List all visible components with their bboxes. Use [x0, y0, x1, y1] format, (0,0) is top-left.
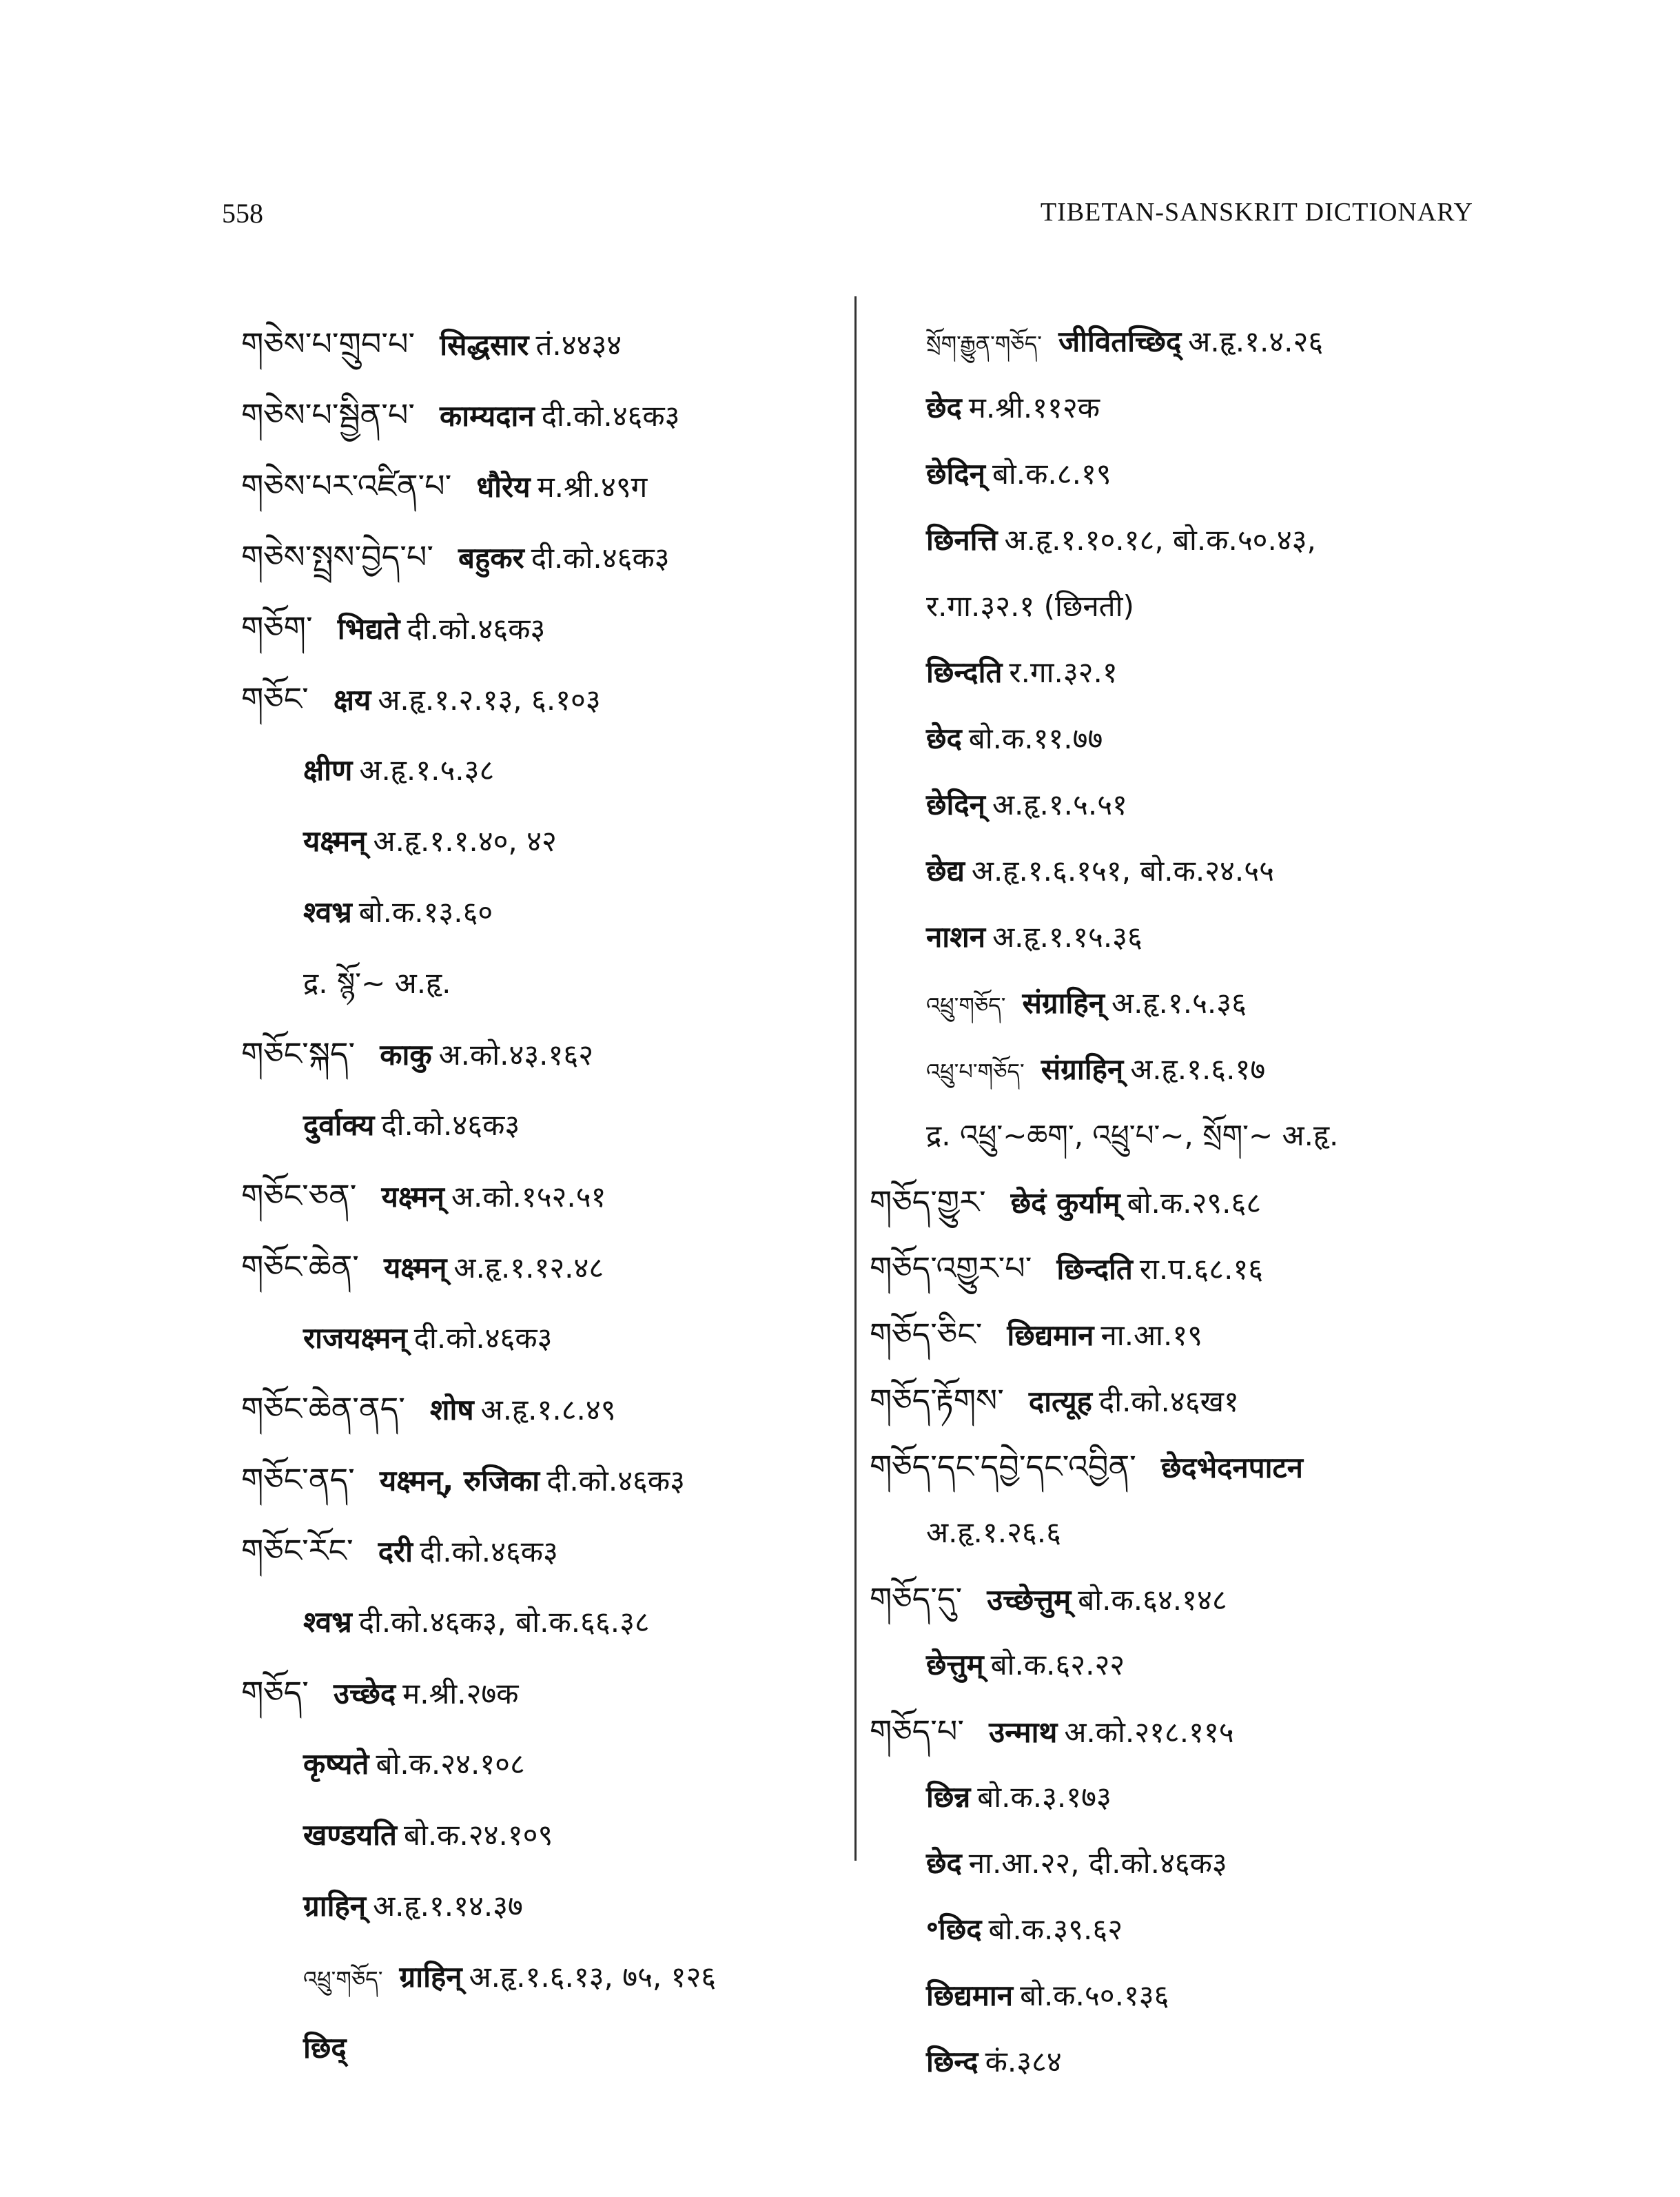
dictionary-entry — [870, 1169, 1476, 1235]
dictionary-entry — [870, 772, 1476, 838]
sanskrit-equivalent: ग्राहिन् — [303, 1889, 367, 1923]
dictionary-entry — [241, 2012, 841, 2083]
tibetan-headword: གཅོད་ — [241, 1674, 309, 1711]
sanskrit-equivalent: छिनत्ति — [926, 523, 998, 557]
dictionary-entry — [241, 1019, 841, 1090]
dictionary-entry — [241, 522, 841, 593]
source-reference: अ.हृ.१.१०.१८, बो.क.५०.४३, — [1004, 523, 1316, 557]
tibetan-headword: གཅོད་ཅིང་ — [870, 1316, 983, 1353]
sanskrit-equivalent: ॰छिद — [926, 1912, 982, 1946]
source-reference: अ.हृ.१.१५.३६ — [992, 920, 1143, 954]
tibetan-headword: སྲོག་རྒྱུན་གཅོད་ — [926, 331, 1042, 357]
dictionary-entry — [241, 451, 841, 522]
source-reference: दी.को.४६क३ — [413, 1321, 553, 1355]
dictionary-entry — [241, 1302, 841, 1373]
dictionary-entry — [870, 2029, 1476, 2095]
dictionary-entry — [870, 706, 1476, 772]
dictionary-entry — [870, 1566, 1476, 1632]
source-reference: दी.को.४६क३ — [541, 399, 680, 433]
source-reference: बो.क.३.१७३ — [977, 1780, 1112, 1814]
sanskrit-equivalent: श्वभ्र — [303, 1605, 352, 1639]
dictionary-entry — [241, 664, 841, 735]
sanskrit-equivalent: उच्छेद — [333, 1677, 396, 1710]
column-divider — [854, 296, 857, 1861]
dictionary-entry — [241, 1161, 841, 1232]
sanskrit-equivalent: छिन्न — [926, 1780, 971, 1814]
dictionary-entry — [241, 1090, 841, 1161]
source-reference: तं.४४३४ — [535, 328, 622, 362]
source-reference: अ.हृ.१.१.४०, ४२ — [373, 824, 557, 858]
sanskrit-equivalent: राजयक्ष्मन् — [303, 1321, 407, 1355]
sanskrit-equivalent: छेदिन् — [926, 457, 985, 491]
sanskrit-equivalent: छिन्द — [926, 2045, 979, 2078]
source-reference: म.श्री.२७क — [402, 1677, 519, 1710]
source-reference: कं.३८४ — [985, 2045, 1062, 2078]
dictionary-entry — [241, 593, 841, 664]
right-column — [870, 309, 1476, 2095]
source-reference: अ.को.२१८.११५ — [1064, 1715, 1234, 1749]
dictionary-entry — [870, 1301, 1476, 1367]
tibetan-headword: གཅེས་པར་འཛིན་པ་ — [241, 467, 452, 504]
tibetan-headword: གཅོད་འགྱུར་པ་ — [870, 1249, 1032, 1287]
sanskrit-equivalent: ग्राहिन् — [399, 1960, 462, 1994]
tibetan-headword: གཅོད་གྱུར་ — [870, 1183, 986, 1220]
sanskrit-equivalent: संग्राहिन् — [1022, 986, 1105, 1020]
source-reference: बो.क.६४.१४८ — [1078, 1583, 1227, 1617]
sanskrit-equivalent: नाशन — [926, 920, 986, 954]
dictionary-entry — [241, 380, 841, 451]
sanskrit-equivalent: भिद्यते — [337, 612, 400, 646]
sanskrit-equivalent: खण्डयति — [303, 1818, 397, 1852]
dictionary-entry — [870, 1367, 1476, 1433]
tibetan-headword: གཅོང་ཆེན་ནད་ — [241, 1390, 405, 1427]
tibetan-headword: གཅོད་དུ་ — [870, 1580, 963, 1617]
tibetan-headword: འཕྲུ་པ་གཅོད་ — [926, 1059, 1025, 1085]
dictionary-entry — [241, 948, 841, 1019]
tibetan-headword: གཅོང་ — [241, 680, 309, 717]
dictionary-entry — [241, 1444, 841, 1515]
source-reference: बो.क.५०.१३६ — [1020, 1979, 1169, 2012]
dictionary-entry — [870, 573, 1476, 640]
source-reference: दी.को.४६क३ — [420, 1535, 558, 1568]
source-reference: बो.क.११.७७ — [968, 722, 1103, 755]
source-reference: अ.हृ.१.८.४९ — [480, 1393, 616, 1427]
dictionary-entry — [241, 1515, 841, 1586]
sanskrit-equivalent: बहुकर — [458, 541, 524, 575]
source-reference: ना.आ.१९ — [1100, 1318, 1202, 1352]
sanskrit-equivalent: उच्छेत्तुम् — [987, 1583, 1072, 1617]
sanskrit-equivalent: छिन्दति — [926, 655, 1003, 689]
sanskrit-equivalent: छिन्दति — [1056, 1252, 1133, 1286]
source-reference: बो.क.२४.१०९ — [403, 1818, 553, 1852]
dictionary-entry — [241, 1799, 841, 1870]
sanskrit-equivalent: छेत्तुम् — [926, 1648, 984, 1682]
dictionary-entry — [870, 1235, 1476, 1301]
tibetan-headword: གཅེས་སྤྲས་བྱེད་པ་ — [241, 538, 434, 575]
dictionary-entry — [870, 838, 1476, 904]
source-reference: अ.हृ.१.५.५१ — [992, 788, 1127, 821]
source-reference: ना.आ.२२, दी.को.४६क३ — [968, 1846, 1227, 1880]
sanskrit-equivalent: छेदिन् — [926, 788, 985, 821]
dictionary-entry — [241, 735, 841, 806]
source-reference: बो.क.३९.६२ — [988, 1912, 1123, 1946]
tibetan-headword: གཅོག་ — [241, 609, 313, 646]
sanskrit-equivalent: छेद — [926, 1846, 962, 1880]
dictionary-entry — [870, 1698, 1476, 1764]
tibetan-headword: གཅོང་ཅན་ — [241, 1177, 357, 1214]
dictionary-entry — [870, 1103, 1476, 1169]
dictionary-entry — [870, 1897, 1476, 1963]
source-reference: द्र. འཕྲུ་~ཆག་, འཕྲུ་པ་~, སྲོག་~ अ.हृ. — [926, 1118, 1339, 1152]
dictionary-entry — [241, 1232, 841, 1302]
tibetan-headword: འཕྲུ་གཅོད་ — [926, 992, 1006, 1019]
dictionary-entry — [870, 1632, 1476, 1698]
sanskrit-equivalent: छिद्यमान — [1007, 1318, 1094, 1352]
sanskrit-equivalent: शोष — [429, 1393, 474, 1427]
dictionary-entry — [241, 806, 841, 877]
sanskrit-equivalent: धौरेय — [476, 470, 531, 504]
dictionary-entry — [870, 1830, 1476, 1897]
source-reference: म.श्री.११२क — [968, 391, 1100, 425]
source-reference: बो.क.२४.१०८ — [376, 1747, 525, 1781]
tibetan-headword: གཅོང་རོང་ — [241, 1532, 354, 1569]
source-reference: अ.हृ.१.२६.६ — [926, 1515, 1061, 1549]
sanskrit-equivalent: काकु — [380, 1038, 432, 1072]
source-reference: दी.को.४६क३ — [546, 1464, 685, 1498]
source-reference: बो.क.१३.६० — [358, 895, 493, 929]
sanskrit-equivalent: क्षय — [333, 683, 371, 717]
tibetan-headword: གཅོང་སྐད་ — [241, 1035, 356, 1072]
dictionary-entry — [870, 507, 1476, 573]
source-reference: दी.को.४६क३ — [531, 541, 670, 575]
dictionary-entry — [241, 309, 841, 380]
sanskrit-equivalent: दरी — [378, 1535, 413, 1568]
sanskrit-equivalent: छेदं कुर्याम् — [1010, 1186, 1120, 1220]
tibetan-headword: གཅོད་པ་ — [870, 1713, 965, 1750]
sanskrit-equivalent: कृष्यते — [303, 1747, 369, 1781]
sanskrit-equivalent: संग्राहिन् — [1041, 1052, 1124, 1086]
sanskrit-equivalent: छिद् — [303, 2031, 347, 2065]
dictionary-entry — [870, 441, 1476, 507]
source-reference: अ.हृ.१.६.१७ — [1130, 1052, 1266, 1086]
dictionary-entry — [870, 309, 1476, 375]
sanskrit-equivalent: जीवितच्छिद् — [1058, 325, 1182, 358]
tibetan-headword: གཅོད་རྟོགས་ — [870, 1382, 1004, 1419]
dictionary-entry — [241, 1586, 841, 1657]
source-reference: अ.हृ.१.४.२६ — [1188, 325, 1324, 358]
tibetan-headword: གཅོང་ནད་ — [241, 1461, 355, 1498]
sanskrit-equivalent: छेदभेदनपाटन — [1160, 1451, 1303, 1484]
sanskrit-equivalent: छेद — [926, 391, 962, 425]
sanskrit-equivalent: छेद — [926, 722, 962, 755]
tibetan-headword: འཕྲུ་གཅོད་ — [303, 1966, 383, 1992]
dictionary-entry — [870, 375, 1476, 441]
source-reference: अ.को.१५२.५१ — [451, 1180, 606, 1214]
source-reference: अ.को.४३.१६२ — [438, 1038, 594, 1072]
source-reference: अ.हृ.१.१२.४८ — [453, 1251, 604, 1285]
sanskrit-equivalent: यक्ष्मन् — [381, 1180, 444, 1214]
sanskrit-equivalent: यक्ष्मन् — [383, 1251, 447, 1285]
left-column — [241, 309, 841, 2083]
sanskrit-equivalent: दात्यूह — [1028, 1384, 1092, 1418]
dictionary-entry — [241, 1728, 841, 1799]
running-head: TIBETAN-SANSKRIT DICTIONARY — [1040, 198, 1473, 227]
sanskrit-equivalent: दुर्वाक्य — [303, 1108, 375, 1142]
source-reference: म.श्री.४९ग — [537, 470, 648, 504]
source-reference: दी.को.४६क३, बो.क.६६.३८ — [358, 1605, 650, 1639]
sanskrit-equivalent: छिद्यमान — [926, 1979, 1014, 2012]
source-reference: दी.को.४६क३ — [407, 612, 546, 646]
source-reference: अ.हृ.१.६.१५१, बो.क.२४.५५ — [971, 854, 1274, 888]
sanskrit-equivalent: सिद्धसार — [440, 328, 529, 362]
page-number: 558 — [222, 198, 263, 229]
tibetan-headword: གཅེས་པ་གྲུབ་པ་ — [241, 325, 416, 362]
source-reference: दी.को.४६क३ — [381, 1108, 520, 1142]
tibetan-headword: གཅེས་པ་སྦྱིན་པ་ — [241, 396, 416, 433]
source-reference: रा.प.६८.१६ — [1139, 1252, 1264, 1286]
dictionary-entry — [870, 1963, 1476, 2029]
dictionary-entry — [870, 1433, 1476, 1500]
source-reference: बो.क.६२.२२ — [990, 1648, 1125, 1682]
source-reference: अ.हृ.१.५.३८ — [359, 753, 495, 787]
dictionary-entry — [241, 1657, 841, 1728]
source-reference: र.गा.३२.१ — [1009, 655, 1118, 689]
source-reference: र.गा.३२.१ (छिनती) — [926, 589, 1134, 623]
tibetan-headword: གཅོང་ཆེན་ — [241, 1248, 359, 1285]
sanskrit-equivalent: यक्ष्मन् — [303, 824, 367, 858]
dictionary-entry — [241, 1373, 841, 1444]
dictionary-entry — [241, 877, 841, 948]
sanskrit-equivalent: काम्यदान — [440, 399, 535, 433]
source-reference: अ.हृ.१.५.३६ — [1111, 986, 1247, 1020]
dictionary-entry — [241, 1870, 841, 1941]
source-reference: अ.हृ.१.२.१३, ६.१०३ — [378, 683, 601, 717]
source-reference: बो.क.२९.६८ — [1127, 1186, 1262, 1220]
sanskrit-equivalent: उन्माथ — [989, 1715, 1058, 1749]
sanskrit-equivalent: छेद्य — [926, 854, 965, 888]
source-reference: अ.हृ.१.६.१३, ७५, १२६ — [469, 1960, 717, 1994]
source-reference: द्र. སྙོ་~ अ.हृ. — [303, 966, 451, 1000]
dictionary-entry — [870, 640, 1476, 706]
dictionary-entry — [870, 1500, 1476, 1566]
dictionary-entry — [870, 1764, 1476, 1830]
dictionary-entry — [870, 970, 1476, 1036]
dictionary-entry — [241, 1941, 841, 2012]
source-reference: अ.हृ.१.१४.३७ — [373, 1889, 523, 1923]
source-reference: बो.क.८.१९ — [992, 457, 1112, 491]
sanskrit-equivalent: यक्ष्मन्, रुजिका — [379, 1464, 540, 1498]
tibetan-headword: གཅོད་དང་དབྱེ་དང་འབྱིན་ — [870, 1448, 1136, 1485]
sanskrit-equivalent: क्षीण — [303, 753, 353, 787]
source-reference: दी.को.४६ख१ — [1098, 1384, 1239, 1418]
sanskrit-equivalent: श्वभ्र — [303, 895, 352, 929]
dictionary-entry — [870, 904, 1476, 970]
dictionary-entry — [870, 1036, 1476, 1103]
